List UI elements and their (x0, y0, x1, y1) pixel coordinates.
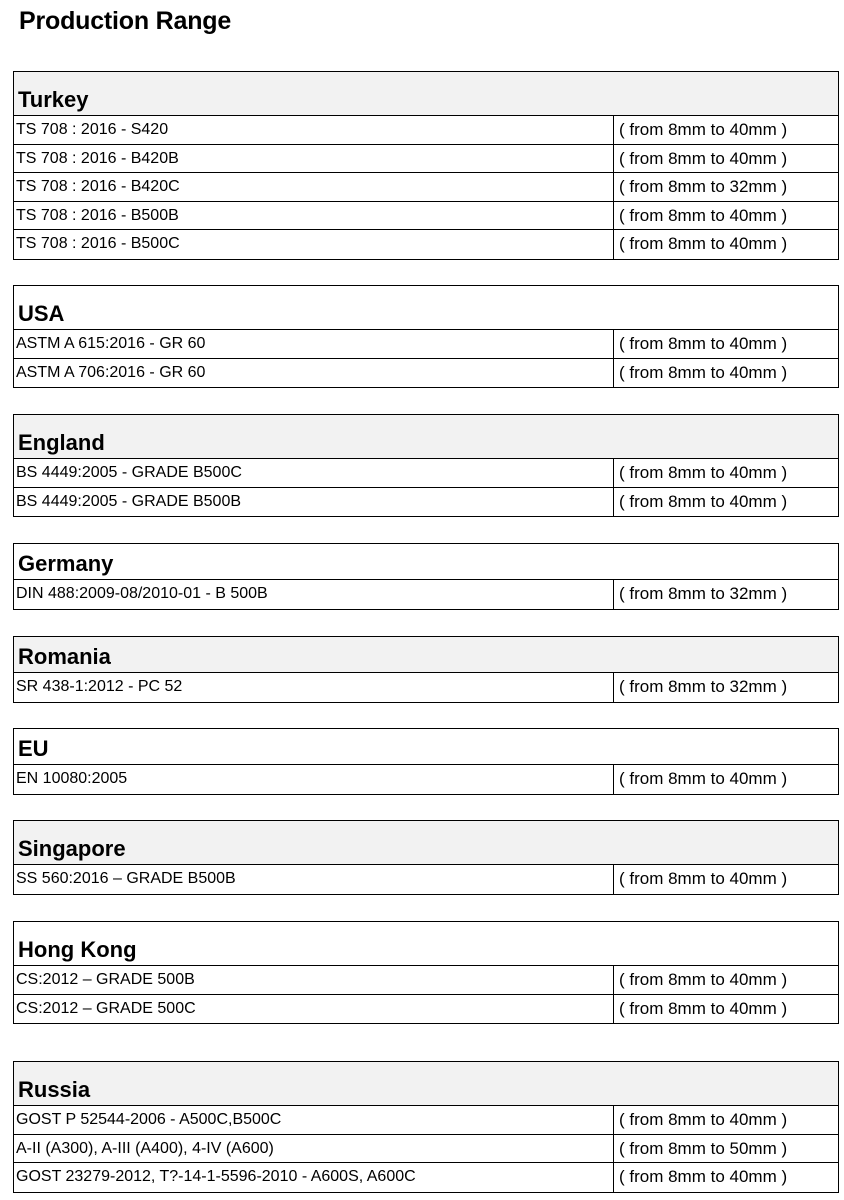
standard-cell: TS 708 : 2016 - B500B (14, 202, 614, 230)
section-country-heading: Germany (14, 544, 838, 580)
standard-cell: ASTM A 615:2016 - GR 60 (14, 330, 614, 358)
table-row (14, 488, 838, 517)
standard-cell: BS 4449:2005 - GRADE B500C (14, 459, 614, 487)
table-row (14, 865, 838, 894)
table-row (14, 145, 838, 174)
standard-cell: EN 10080:2005 (14, 765, 614, 794)
table-row (14, 765, 838, 794)
section-country-heading: EU (14, 729, 838, 765)
standard-cell: TS 708 : 2016 - B420B (14, 145, 614, 173)
table-row (14, 1135, 838, 1164)
size-range-cell: ( from 8mm to 50mm ) (619, 1138, 788, 1158)
section-germany (13, 543, 839, 610)
table-row (14, 459, 838, 488)
section-england (13, 414, 839, 517)
standard-cell: A-II (A300), A-III (A400), 4-IV (A600) (14, 1135, 614, 1163)
table-row (14, 359, 838, 388)
standard-cell: GOST P 52544-2006 - A500C,B500C (14, 1106, 614, 1134)
standard-cell: DIN 488:2009-08/2010-01 - B 500B (14, 580, 614, 609)
standard-cell: ASTM A 706:2016 - GR 60 (14, 359, 614, 388)
size-range-cell: ( from 8mm to 40mm ) (619, 120, 788, 139)
standard-cell: SR 438-1:2012 - PC 52 (14, 673, 614, 702)
size-range-cell: ( from 8mm to 40mm ) (619, 998, 788, 1018)
size-range-cell: ( from 8mm to 40mm ) (619, 234, 788, 253)
standard-cell: SS 560:2016 – GRADE B500B (14, 865, 614, 894)
page-title: Production Range (19, 7, 232, 35)
size-range-cell: ( from 8mm to 40mm ) (619, 205, 788, 225)
size-range-cell: ( from 8mm to 40mm ) (619, 463, 788, 482)
section-country-heading: Singapore (14, 821, 838, 865)
section-turkey (13, 71, 839, 260)
section-russia (13, 1061, 839, 1193)
standard-cell: TS 708 : 2016 - S420 (14, 116, 614, 144)
section-singapore (13, 820, 839, 895)
table-row (14, 116, 838, 145)
size-range-cell: ( from 8mm to 40mm ) (619, 491, 788, 511)
size-range-cell: ( from 8mm to 40mm ) (619, 1167, 788, 1186)
size-range-cell: ( from 8mm to 32mm ) (619, 584, 788, 603)
table-row (14, 966, 838, 995)
size-range-cell: ( from 8mm to 32mm ) (619, 677, 788, 696)
size-range-cell: ( from 8mm to 40mm ) (619, 869, 788, 888)
section-country-heading: Romania (14, 637, 838, 673)
size-range-cell: ( from 8mm to 40mm ) (619, 148, 788, 168)
size-range-cell: ( from 8mm to 40mm ) (619, 769, 788, 788)
section-romania (13, 636, 839, 703)
table-row (14, 330, 838, 359)
standard-cell: GOST 23279-2012, T?-14-1-5596-2010 - A600S, A600C (14, 1163, 614, 1192)
standard-cell: TS 708 : 2016 - B500C (14, 230, 614, 259)
section-eu (13, 728, 839, 795)
size-range-cell: ( from 8mm to 32mm ) (619, 177, 788, 196)
standard-cell: BS 4449:2005 - GRADE B500B (14, 488, 614, 517)
table-row (14, 995, 838, 1024)
table-row (14, 673, 838, 702)
standard-cell: CS:2012 – GRADE 500C (14, 995, 614, 1024)
section-country-heading: Hong Kong (14, 922, 838, 966)
table-row (14, 1106, 838, 1135)
size-range-cell: ( from 8mm to 40mm ) (619, 970, 788, 989)
size-range-cell: ( from 8mm to 40mm ) (619, 334, 788, 353)
table-row (14, 580, 838, 609)
table-row (14, 1163, 838, 1192)
standard-cell: CS:2012 – GRADE 500B (14, 966, 614, 994)
size-range-cell: ( from 8mm to 40mm ) (619, 1110, 788, 1129)
section-country-heading: England (14, 415, 838, 459)
size-range-cell: ( from 8mm to 40mm ) (619, 362, 788, 382)
section-hong-kong (13, 921, 839, 1024)
table-row (14, 173, 838, 202)
table-row (14, 202, 838, 231)
section-country-heading: Russia (14, 1062, 838, 1106)
standard-cell: TS 708 : 2016 - B420C (14, 173, 614, 201)
section-country-heading: Turkey (14, 72, 838, 116)
section-country-heading: USA (14, 286, 838, 330)
section-usa (13, 285, 839, 388)
table-row (14, 230, 838, 259)
